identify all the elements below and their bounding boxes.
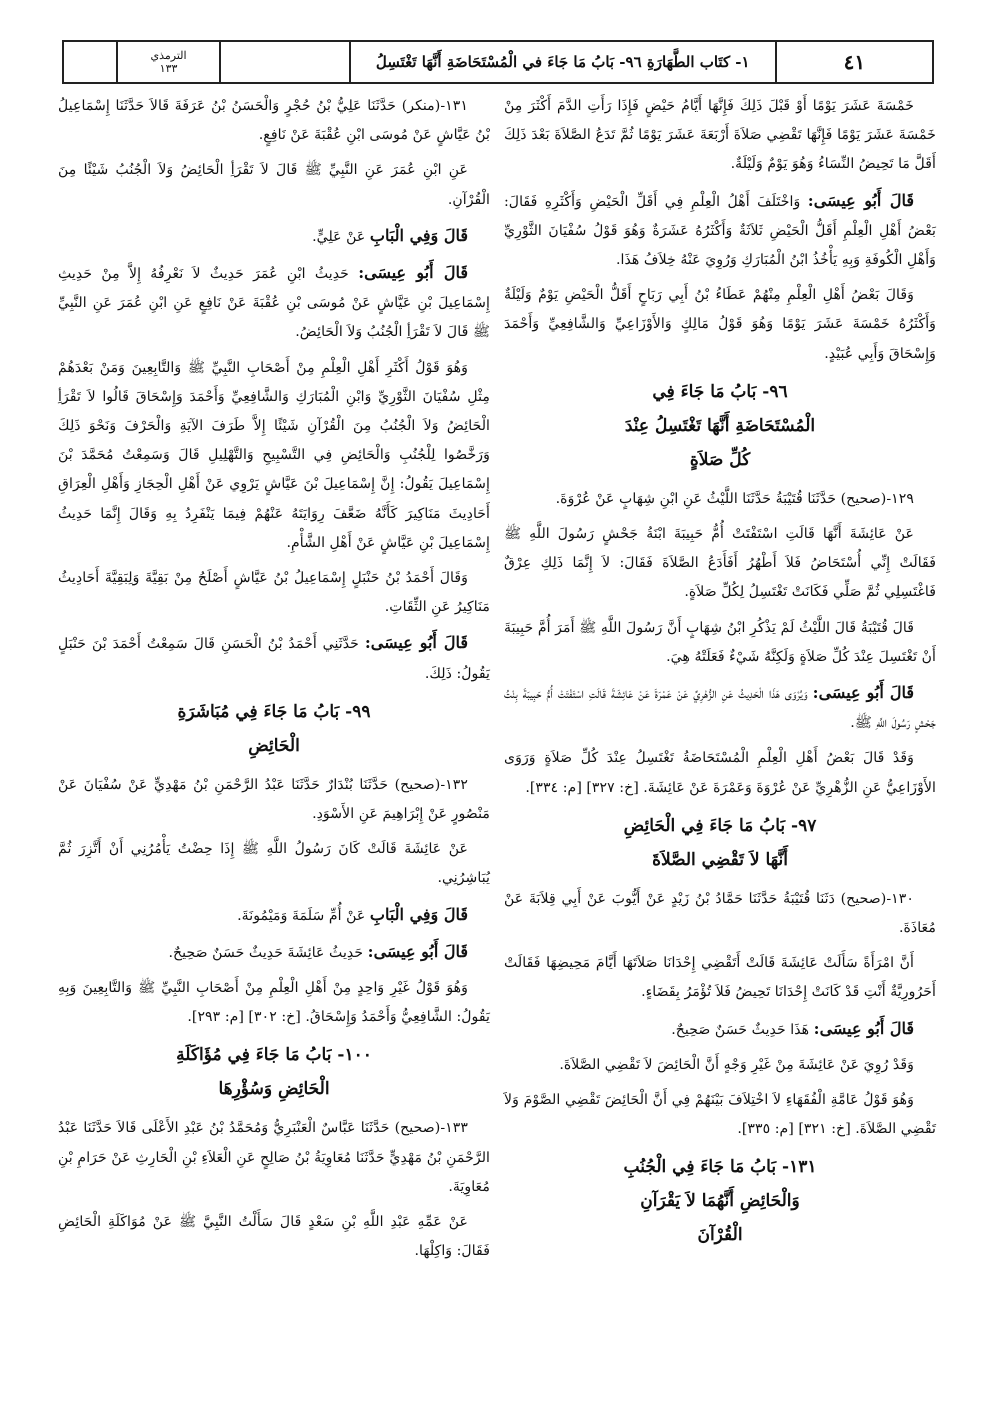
paragraph-text: عَنْ عَائِشَةَ قَالَتْ كَانَ رَسُولُ اللَّهِ ﷺ إِذَا حِضْتُ يَأْمُرُنِي أَنْ أَتَّزِرَ ثُمَّ يُبَاشِرُنِي. — [58, 841, 490, 887]
paragraph-text: وَقَالَ أَحْمَدُ بْنُ حَنْبَلٍ إِسْمَاعِيلُ بْنُ عَيَّاشٍ أَصْلَحُ مِنْ بَقِيَّةَ وَلِبَقِيَّةَ أَحَادِيثُ مَنَاكِيرُ عَنِ الثِّقَاتِ. — [58, 570, 490, 616]
speaker-label: قَالَ وَفِي الْبَابِ — [369, 904, 468, 924]
section-heading-line: وَالْحَائِضِ أَنَّهُمَا لاَ يَقْرَآنِ — [640, 1191, 800, 1212]
speaker-label: قَالَ أَبُو عِيسَى: — [364, 633, 468, 653]
paragraph — [504, 744, 936, 802]
speaker-label: قَالَ أَبُو عِيسَى: — [807, 190, 914, 210]
section-heading-line: الْحَائِضِ وَسُؤْرِهَا — [218, 1079, 330, 1100]
paragraph — [504, 1014, 936, 1045]
header-page-number: ٤١ — [843, 50, 866, 74]
paragraph — [58, 974, 490, 1032]
paragraph-text: قَالَ قُتَيْبَةُ قَالَ اللَّيْثُ لَمْ يَذْكُرِ ابْنُ شِهَابٍ أَنَّ رَسُولَ اللَّهِ ﷺ أَمَرَ أُمَّ حَبِيبَةَ أَنْ تَغْتَسِلَ عِنْدَ كُلِّ صَلاَةٍ وَلَكِنَّهُ شَيْءٌ فَعَلَتْهُ هِيَ. — [504, 619, 936, 665]
speaker-label: قَالَ أَبُو عِيسَى: — [358, 263, 469, 283]
speaker-label: قَالَ أَبُو عِيسَى: — [812, 683, 915, 703]
paragraph-text: وَيُرْوَى هَذَا الْحَدِيثُ عَنِ الزُّهْرِيِّ عَنْ عَمْرَةَ عَنْ عَائِشَةَ قَالَتِ اسْتَفْتَتْ أُمُّ حَبِيبَةَ بِنْتُ جَحْشٍ رَسُولَ اللَّهِ ﷺ. — [504, 686, 936, 732]
paragraph — [504, 949, 936, 1007]
paragraph — [504, 614, 936, 672]
paragraph — [504, 678, 936, 738]
section-heading-line: ١٠٠- بَابُ مَا جَاءَ فِي مُؤَاكَلَةِ — [176, 1045, 372, 1066]
section-heading-line: الْحَائِضِ — [248, 735, 300, 756]
header-chapter-title: ١- كتَاب الطَّهَارَةِ ٩٦- بَابُ مَا جَاءَ في الْمُسْتَحَاضَةِ أَنَّهَا تَغْتَسِلُ — [351, 42, 777, 82]
paragraph-text: ١٣٢-(صحيح) حَدَّثَنَا بُنْدَارٌ حَدَّثَنَا عَبْدُ الرَّحْمَنِ بْنُ مَهْدِيٍّ عَنْ سُفْيَانَ عَنْ مَنْصُورٍ عَنْ إِبْرَاهِيمَ عَنِ الأَسْوَدِ. — [58, 776, 490, 823]
paragraph-text: وَقَالَ بَعْضُ أَهْلِ الْعِلْمِ مِنْهُمْ عَطَاءُ بْنُ أَبِي رَبَاحٍ أَقَلُّ الْحَيْضِ يَوْمٌ وَلَيْلَةٌ وَأَكْثَرُهُ خَمْسَةَ عَشَرَ يَوْمًا وَهُوَ قَوْلُ مَالِكٍ وَالأَوْزَاعِيِّ وَالشَّافِعِيِّ وَأَحْمَدَ وَإِسْحَاقَ وَأَبِي عُبَيْدٍ. — [504, 287, 936, 362]
paragraph-text: عَنْ أُمِّ سَلَمَةَ وَمَيْمُونَةَ. — [237, 907, 366, 924]
paragraph-text: وَهُوَ قَوْلُ عَامَّةِ الْفُقَهَاءِ لاَ اخْتِلاَفَ بَيْنَهُمْ فِي أَنَّ الْحَائِضَ تَقْضِي الصَّوْمَ وَلاَ تَقْضِي الصَّلاَةَ. [خ: ٣٢١] [م: ٣٣٥]. — [504, 1092, 936, 1138]
speaker-label: قَالَ أَبُو عِيسَى: — [813, 1018, 914, 1038]
paragraph-text: حَدِيثُ ابْنِ عُمَرَ حَدِيثٌ لاَ نَعْرِفُهُ إِلاَّ مِنْ حَدِيثِ إِسْمَاعِيلَ بْنِ عَيَّاشٍ عَنْ مُوسَى بْنِ عُقْبَةَ عَنْ نَافِعٍ عَنِ ابْنِ عُمَرَ عَنِ النَّبِيِّ ﷺ قَالَ لاَ تَقْرَأِ الْجُنُبُ وَلاَ الْحَائِضُ. — [58, 266, 490, 341]
section-heading-line: ٩٦- بَابُ مَا جَاءَ فِي — [652, 381, 788, 402]
section-heading-line: كُلِّ صَلاَةٍ — [689, 449, 751, 470]
paragraph-text: عَنِ ابْنِ عُمَرَ عَنِ النَّبِيِّ ﷺ قَالَ لاَ تَقْرَأِ الْحَائِضُ وَلاَ الْجُنُبُ شَيْئًا مِنَ الْقُرْآنِ. — [58, 162, 490, 208]
paragraph-text: وَقَدْ قَالَ بَعْضُ أَهْلِ الْعِلْمِ الْمُسْتَحَاضَةُ تَغْتَسِلُ عِنْدَ كُلِّ صَلاَةٍ وَرَوَى الأَوْزَاعِيُّ عَنِ الزُّهْرِيِّ عَنْ عُرْوَةَ وَعَمْرَةَ عَنْ عَائِشَةَ. [خ: ٣٢٧] [م: ٣٣٤]. — [504, 750, 936, 796]
header-source-number: ١٣٣ — [159, 62, 178, 75]
left-text-column — [58, 92, 490, 1273]
paragraph — [504, 1051, 936, 1080]
paragraph-text: هَذَا حَدِيثٌ حَسَنٌ صَحِيحٌ. — [671, 1021, 810, 1038]
speaker-label: قَالَ أَبُو عِيسَى: — [367, 941, 468, 961]
paragraph-text: ١٣٣-(صحيح) حَدَّثَنَا عَبَّاسٌ الْعَنْبَرِيُّ وَمُحَمَّدُ بْنُ عَبْدِ الأَعْلَى قَالاَ حَدَّثَنَا عَبْدُ الرَّحْمَنِ بْنُ مَهْدِيٍّ حَدَّثَنَا مُعَاوِيَةُ بْنُ صَالِحٍ عَنِ الْعَلاَءِ بْنِ الْحَارِثِ عَنْ حَرَامِ بْنِ مُعَاوِيَةَ. — [58, 1120, 490, 1195]
paragraph-text: حَدَّثَنِي أَحْمَدُ بْنُ الْحَسَنِ قَالَ سَمِعْتُ أَحْمَدَ بْنَ حَنْبَلٍ يَقُولُ: ذَلِكَ. — [58, 636, 490, 682]
section-heading — [58, 1038, 490, 1106]
paragraph — [504, 186, 936, 276]
section-heading — [504, 1150, 936, 1252]
paragraph — [58, 258, 490, 348]
header-source-cell — [118, 42, 222, 82]
paragraph — [58, 937, 490, 968]
section-heading-line: ٩٧- بَابُ مَا جَاءَ فِي الْحَائِضِ — [623, 815, 817, 836]
section-heading — [504, 375, 936, 477]
section-heading-line: الْمُسْتَحَاضَةِ أَنَّهَا تَغْتَسِلُ عِنْدَ — [624, 415, 816, 436]
section-heading-line: ٩٩- بَابُ مَا جَاءَ فِي مُبَاشَرَةِ — [177, 701, 371, 722]
right-text-column — [504, 92, 936, 1260]
paragraph-text: ١٣١-(منكر) حَدَّثَنَا عَلِيُّ بْنُ حُجْرٍ وَالْحَسَنُ بْنُ عَرَفَةَ قَالاَ حَدَّثَنَا إِسْمَاعِيلُ بْنُ عَيَّاشٍ عَنْ مُوسَى ابْنِ عُقْبَةَ عَنْ نَافِعٍ. — [58, 98, 490, 144]
paragraph-text: حَدِيثُ عَائِشَةَ حَدِيثٌ حَسَنٌ صَحِيحٌ. — [168, 944, 364, 961]
header-source-name: الترمذي — [150, 49, 187, 62]
header-empty-cell — [64, 42, 118, 82]
section-heading — [504, 809, 936, 877]
paragraph — [504, 885, 936, 943]
paragraph-text: عَنْ عَلِيٍّ. — [312, 228, 366, 245]
paragraph-text: عَنْ عَمِّهِ عَبْدِ اللَّهِ بْنِ سَعْدٍ قَالَ سَأَلْتُ النَّبِيَّ ﷺ عَنْ مُوَاكَلَةِ الْحَائِضِ فَقَالَ: وَاكِلْهَا. — [58, 1214, 490, 1260]
paragraph — [504, 1086, 936, 1144]
paragraph — [58, 1114, 490, 1202]
section-heading-line: الْقُرْآنَ — [697, 1225, 743, 1246]
paragraph — [58, 354, 490, 558]
section-heading — [58, 695, 490, 763]
paragraph — [58, 628, 490, 688]
paragraph — [58, 835, 490, 893]
speaker-label: قَالَ وَفِي الْبَابِ — [369, 225, 468, 245]
paragraph — [58, 156, 490, 214]
paragraph-text: وَاخْتَلَفَ أَهْلُ الْعِلْمِ فِي أَقَلِّ الْحَيْضِ وَأَكْثَرِهِ فَقَالَ: بَعْضُ أَهْلِ الْعِلْمِ أَقَلُّ الْحَيْضِ ثَلاَثَةٌ وَأَكْثَرُهُ عَشَرَةٌ وَهُوَ قَوْلُ سُفْيَانَ الثَّوْرِيِّ وَأَهْلِ الْكُوفَةِ وَبِهِ يَأْخُذُ ابْنُ الْمُبَارَكِ وَرُوِيَ عَنْهُ خِلاَفُ هَذَا. — [504, 193, 936, 269]
section-heading-line: أَنَّهَا لاَ تَقْضِي الصَّلاَةَ — [652, 849, 788, 870]
paragraph — [504, 92, 936, 180]
page-header — [62, 40, 934, 84]
paragraph — [58, 221, 490, 252]
paragraph — [504, 520, 936, 608]
paragraph — [504, 485, 936, 514]
header-blank-cell — [221, 42, 350, 82]
paragraph-text: ١٢٩-(صحيح) حَدَّثَنَا قُتَيْبَةُ حَدَّثَنَا اللَّيْثُ عَنِ ابْنِ شِهَابٍ عَنْ عُرْوَةَ. — [555, 490, 914, 507]
paragraph-text: خَمْسَةَ عَشَرَ يَوْمًا أَوْ قَبْلَ ذَلِكَ فَإِنَّهَا أَيَّامُ حَيْضٍ فَإِذَا رَأَتِ الدَّمَ أَكْثَرَ مِنْ خَمْسَةَ عَشَرَ يَوْمًا فَإِنَّهَا تَقْضِي صَلاَةَ أَرْبَعَةَ عَشَرَ يَوْمًا ثُمَّ تَدَعُ الصَّلاَةَ بَعْدَ ذَلِكَ أَقَلَّ مَا تَحِيضُ النِّسَاءُ وَهُوَ يَوْمٌ وَلَيْلَةٌ. — [504, 98, 936, 173]
paragraph — [58, 771, 490, 829]
paragraph-text: ١٣٠-(صحيح) دَثَنَا قُتَيْبَةُ حَدَّثَنَا حَمَّادُ بْنُ زَيْدٍ عَنْ أَيُّوبَ عَنْ أَبِي قِلاَبَةَ عَنْ مُعَاذَةَ. — [504, 890, 936, 937]
paragraph-text: وَهُوَ قَوْلُ غَيْرِ وَاحِدٍ مِنْ أَهْلِ الْعِلْمِ مِنْ أَصْحَابِ النَّبِيِّ ﷺ وَالتَّابِعِينَ وَبِهِ يَقُولُ: الشَّافِعِيُّ وَأَحْمَدُ وَإِسْحَاقُ. [خ: ٣٠٢] [م: ٢٩٣]. — [58, 980, 490, 1026]
paragraph-text: وَقَدْ رُوِيَ عَنْ عَائِشَةَ مِنْ غَيْرِ وَجْهٍ أَنَّ الْحَائِضَ لاَ تَقْضِي الصَّلاَةَ. — [559, 1056, 914, 1073]
section-heading-line: ١٣١- بَابُ مَا جَاءَ فِي الْجُنُبِ — [623, 1157, 817, 1178]
paragraph — [58, 900, 490, 931]
paragraph — [58, 1208, 490, 1266]
paragraph — [58, 564, 490, 622]
paragraph-text: عَنْ عَائِشَةَ أَنَّهَا قَالَتِ اسْتَفْتَتْ أُمُّ حَبِيبَةَ ابْنَةُ جَحْشٍ رَسُولَ اللَّهِ ﷺ فَقَالَتْ إِنِّي أُسْتَحَاضُ فَلاَ أَطْهُرُ أَفَأَدَعُ الصَّلاَةَ فَقَالَ: لاَ إِنَّمَا ذَلِكِ عِرْقٌ فَاغْتَسِلِي ثُمَّ صَلِّي فَكَانَتْ تَغْتَسِلُ لِكُلِّ صَلاَةٍ. — [504, 526, 936, 601]
paragraph — [58, 92, 490, 150]
paragraph-text: وَهُوَ قَوْلُ أَكْثَرِ أَهْلِ الْعِلْمِ مِنْ أَصْحَابِ النَّبِيِّ ﷺ وَالتَّابِعِينَ وَمَنْ بَعْدَهُمْ مِثْلِ سُفْيَانَ الثَّوْرِيِّ وَابْنِ الْمُبَارَكِ وَالشَّافِعِيِّ وَأَحْمَدَ وَإِسْحَاقَ قَالُوا لاَ تَقْرَأِ الْحَائِضُ وَلاَ الْجُنُبُ مِنَ الْقُرْآنِ شَيْئًا إِلاَّ طَرَفَ الآيَةِ وَالْحَرْفَ وَنَحْوَ ذَلِكَ وَرَخَّصُوا لِلْجُنُبِ وَالْحَائِضِ فِي التَّسْبِيحِ وَالتَّهْلِيلِ قَالَ وَسَمِعْتُ مُحَمَّدَ بْنَ إِسْمَاعِيلَ يَقُولُ: إِنَّ إِسْمَاعِيلَ بْنَ عَيَّاشٍ يَرْوِي عَنْ أَهْلِ الْحِجَازِ وَأَهْلِ الْعِرَاقِ أَحَادِيثَ مَنَاكِيرَ كَأَنَّهُ ضَعَّفَ رِوَايَتَهُ عَنْهُمْ فِيمَا يَنْفَرِدُ بِهِ وَقَالَ إِنَّمَا حَدِيثُ إِسْمَاعِيلَ بْنِ عَيَّاشٍ عَنْ أَهْلِ الشَّأْمِ. — [58, 359, 490, 551]
paragraph — [504, 281, 936, 369]
paragraph-text: أَنَّ امْرَأَةً سَأَلَتْ عَائِشَةَ قَالَتْ أَتَقْضِي إِحْدَانَا صَلاَتَهَا أَيَّامَ مَحِيضِهَا فَقَالَتْ أَحَرُورِيَّةٌ أَنْتِ قَدْ كَانَتْ إِحْدَانَا تَحِيضُ فَلاَ تُؤْمَرُ بِقَضَاءٍ. — [504, 955, 936, 1001]
